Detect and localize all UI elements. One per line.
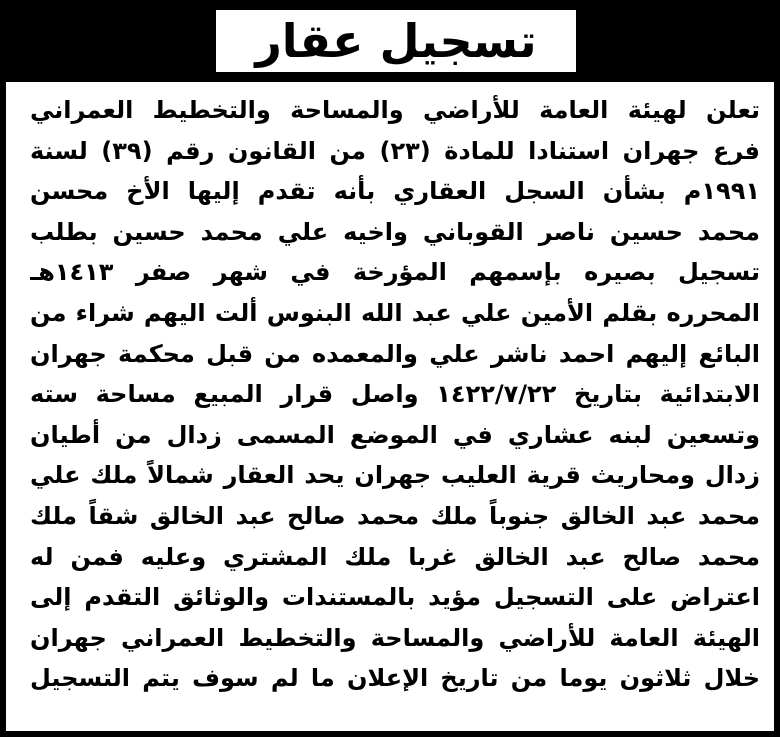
body-line: خلال ثلاثون يوما من تاريخ الإعلان ما لم سوف يتم التسجيل [30,664,760,693]
body-line: محمد صالح عبد الخالق غربا ملك المشتري وعليه فمن له [30,542,760,571]
body-line: تسجيل بصيره بإسمهم المؤرخة في شهر صفر ١٤١٣هـ [30,258,760,287]
body-line: البائع إليهم احمد ناشر علي والمعمده من قبل محكمة جهران [30,339,760,368]
notice-body [30,90,760,699]
body-line: فرع جهران استنادا للمادة (٢٣) من القانون رقم (٣٩) لسنة [30,136,760,165]
body-line: اعتراض على التسجيل مؤيد بالمستندات والوثائق التقدم إلى [30,583,760,612]
body-line: الهيئة العامة للأراضي والمساحة والتخطيط العمراني جهران [30,623,760,652]
body-line: الابتدائية بتاريخ ١٤٢٢/٧/٢٢ واصل قرار المبيع مساحة سته [30,380,760,409]
body-line: محمد عبد الخالق جنوباً ملك محمد صالح عبد الخالق شقاً ملك [30,501,760,530]
body-line: وتسعين لبنه عشاري في الموضع المسمى زدال من أطيان [30,420,760,449]
body-line: تعلن لهيئة العامة للأراضي والمساحة والتخطيط العمراني [30,96,760,124]
title-bar [6,0,780,82]
title-box [216,10,576,72]
body-line: محمد حسين ناصر القوباني واخيه علي محمد حسين بطلب [30,217,760,246]
notice-title: تسجيل عقار [255,14,537,68]
body-line: المحرره بقلم الأمين علي عبد الله البنوس ألت اليهم شراء من [30,298,760,327]
body-line: ١٩٩١م بشأن السجل العقاري بأنه تقدم إليها الأخ محسن [30,177,760,206]
body-line: زدال ومحاريث قرية العليب جهران يحد العقار شمالاً ملك علي [30,461,760,490]
